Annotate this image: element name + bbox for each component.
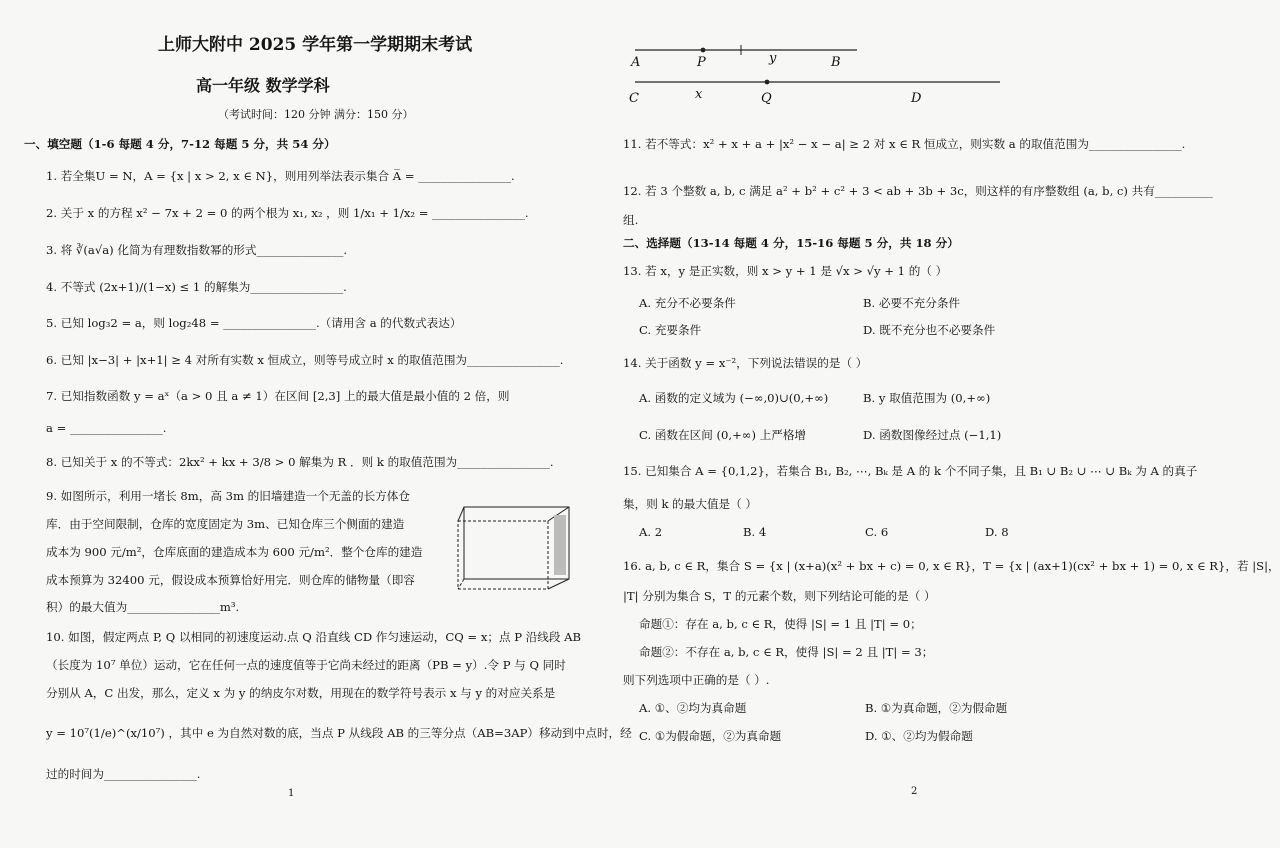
q16-conclusion: 则下列选项中正确的是（ ）. <box>623 673 770 687</box>
question-7-line2: a = ________________. <box>46 421 167 435</box>
question-16-line2: |T| 分别为集合 S，T 的元素个数，则下列结论可能的是（ ） <box>623 589 936 603</box>
question-9-line2: 库．由于空间限制，仓库的宽度固定为 3m、已知仓库三个侧面的建造 <box>46 517 405 531</box>
label-q: Q <box>761 91 772 106</box>
question-5: 5. 已知 log₃2 = a，则 log₂48 = ________________.（请用含 a 的代数式表达） <box>46 316 462 330</box>
question-9-line4: 成本预算为 32400 元，假设成本预算恰好用完．则仓库的储物量（即容 <box>46 573 415 587</box>
question-9-line5: 积）的最大值为________________m³. <box>46 600 240 614</box>
point-q <box>765 80 770 85</box>
exam-title: 上师大附中 2025 学年第一学期期末考试 <box>158 35 473 55</box>
page-number-1: 1 <box>288 788 295 799</box>
q13-option-a: A. 充分不必要条件 <box>639 296 736 310</box>
question-10-line5: 过的时间为________________. <box>46 767 201 781</box>
page-left <box>0 0 632 848</box>
question-4: 4. 不等式 (2x+1)/(1−x) ≤ 1 的解集为________________. <box>46 280 347 294</box>
q14-option-d: D. 函数图像经过点 (−1,1) <box>863 428 1002 442</box>
q16-option-a: A. ①、②均为真命题 <box>639 701 747 715</box>
label-p: P <box>697 55 706 70</box>
question-10-line1: 10. 如图，假定两点 P, Q 以相同的初速度运动.点 Q 沿直线 CD 作匀速运动，CQ = x；点 P 沿线段 AB <box>46 630 582 644</box>
question-1: 1. 若全集U = N，A = {x | x > 2, x ∈ N}，则用列举法表示集合 A̅ = ________________. <box>46 169 515 183</box>
question-10-line2: （长度为 10⁷ 单位）运动，它在任何一点的速度值等于它尚未经过的距离（PB = y）.令 P 与 Q 同时 <box>46 658 566 672</box>
section-multiple-choice: 二、选择题（13-14 每题 4 分，15-16 每题 5 分，共 18 分） <box>623 236 959 250</box>
napier-line-diagram <box>625 36 1015 106</box>
question-9-line3: 成本为 900 元/m²，仓库底面的建造成本为 600 元/m²．整个仓库的建造 <box>46 545 423 559</box>
point-p <box>701 48 706 53</box>
label-c: C <box>629 91 639 106</box>
question-10-line3: 分别从 A，C 出发，那么，定义 x 为 y 的纳皮尔对数，用现在的数学符号表示 x 与 y 的对应关系是 <box>46 686 556 700</box>
q14-option-c: C. 函数在区间 (0,+∞) 上严格增 <box>639 428 807 442</box>
question-12-line2: 组. <box>623 213 639 227</box>
question-2: 2. 关于 x 的方程 x² − 7x + 2 = 0 的两个根为 x₁, x₂ ，则 1/x₁ + 1/x₂ = ________________. <box>46 206 529 220</box>
question-14: 14. 关于函数 y = x⁻²，下列说法错误的是（ ） <box>623 356 868 370</box>
section-fill-in: 一、填空题（1-6 每题 4 分，7-12 每题 5 分，共 54 分） <box>24 137 336 151</box>
q15-option-c: C. 6 <box>865 525 889 539</box>
q15-option-a: A. 2 <box>639 525 663 539</box>
q15-option-b: B. 4 <box>743 525 767 539</box>
label-d: D <box>911 91 922 106</box>
q15-option-d: D. 8 <box>985 525 1009 539</box>
q16-option-d: D. ①、②均为假命题 <box>865 729 973 743</box>
label-a: A <box>631 55 641 70</box>
question-6: 6. 已知 |x−3| + |x+1| ≥ 4 对所有实数 x 恒成立，则等号成立时 x 的取值范围为________________. <box>46 353 564 367</box>
question-8: 8. 已知关于 x 的不等式：2kx² + kx + 3/8 > 0 解集为 R ．则 k 的取值范围为________________. <box>46 455 554 469</box>
label-x: x <box>695 87 703 102</box>
question-11: 11. 若不等式：x² + x + a + |x² − x − a| ≥ 2 对 x ∈ R 恒成立，则实数 a 的取值范围为________________. <box>623 137 1186 151</box>
exam-subtitle: 高一年级 数学学科 <box>196 76 330 95</box>
question-7-line1: 7. 已知指数函数 y = aˣ（a > 0 且 a ≠ 1）在区间 [2,3] 上的最大值是最小值的 2 倍，则 <box>46 389 510 403</box>
question-10-line4: y = 10⁷(1/e)^(x/10⁷) ，其中 e 为自然对数的底，当点 P 从线段 AB 的三等分点（AB=3AP）移动到中点时，经 <box>46 726 632 740</box>
question-12-line1: 12. 若 3 个整数 a, b, c 满足 a² + b² + c² + 3 < ab + 3b + 3c，则这样的有序整数组 (a, b, c) 共有__________ <box>623 184 1213 198</box>
q16-proposition-1: 命题①：存在 a, b, c ∈ R，使得 |S| = 1 且 |T| = 0； <box>639 617 922 631</box>
q13-option-d: D. 既不充分也不必要条件 <box>863 323 996 337</box>
warehouse-figure <box>450 495 580 595</box>
q14-option-a: A. 函数的定义域为 (−∞,0)∪(0,+∞) <box>639 391 829 405</box>
label-b: B <box>831 55 841 70</box>
q13-option-b: B. 必要不充分条件 <box>863 296 961 310</box>
question-15-line2: 集，则 k 的最大值是（ ） <box>623 497 758 511</box>
question-9-line1: 9. 如图所示，利用一堵长 8m，高 3m 的旧墙建造一个无盖的长方体仓 <box>46 489 410 503</box>
q16-option-c: C. ①为假命题，②为真命题 <box>639 729 782 743</box>
question-15-line1: 15. 已知集合 A = {0,1,2}，若集合 B₁, B₂, ⋯, Bₖ 是 A 的 k 个不同子集，且 B₁ ∪ B₂ ∪ ⋯ ∪ Bₖ 为 A 的真子 <box>623 464 1198 478</box>
exam-info: （考试时间：120 分钟 满分：150 分） <box>218 108 414 121</box>
page-number-2: 2 <box>911 786 918 797</box>
label-y: y <box>769 51 777 66</box>
q16-option-b: B. ①为真命题，②为假命题 <box>865 701 1008 715</box>
question-3: 3. 将 ∛(a√a) 化简为有理数指数幂的形式_______________. <box>46 243 348 257</box>
q13-option-c: C. 充要条件 <box>639 323 702 337</box>
q14-option-b: B. y 取值范围为 (0,+∞) <box>863 391 991 405</box>
question-16-line1: 16. a, b, c ∈ R，集合 S = {x | (x+a)(x² + bx + c) = 0, x ∈ R}，T = {x | (ax+1)(cx² + bx + 1) = 0, x ∈ R}，若 |S|， <box>623 559 1280 573</box>
question-13: 13. 若 x，y 是正实数，则 x > y + 1 是 √x > √y + 1 的（ ） <box>623 264 948 278</box>
q16-proposition-2: 命题②：不存在 a, b, c ∈ R，使得 |S| = 2 且 |T| = 3； <box>639 645 934 659</box>
page-right <box>605 0 1280 848</box>
